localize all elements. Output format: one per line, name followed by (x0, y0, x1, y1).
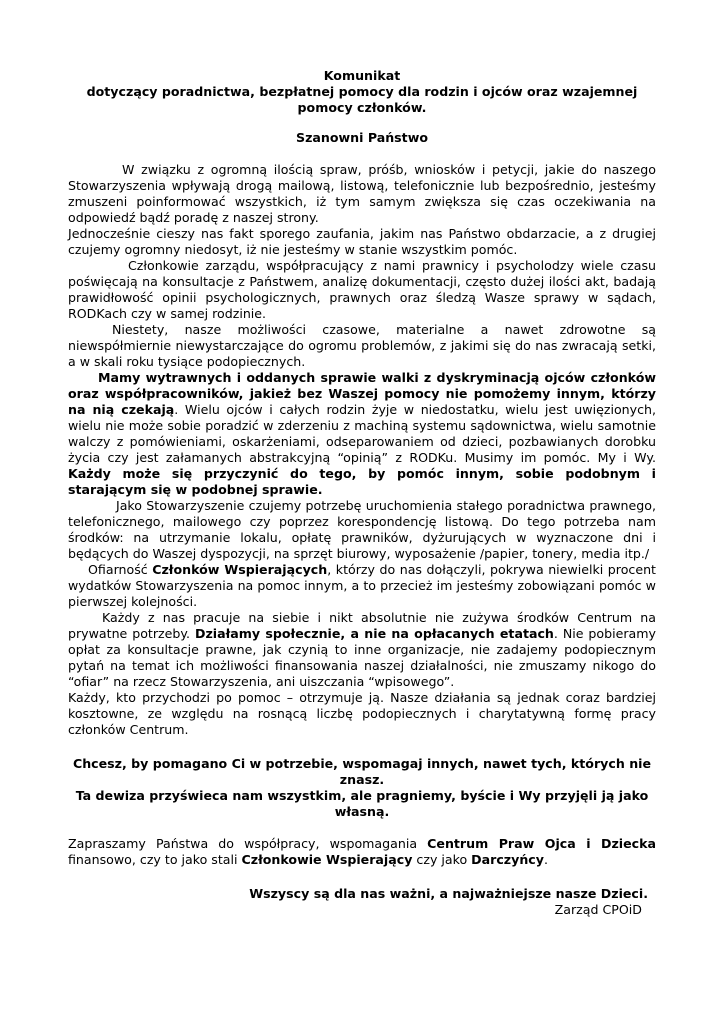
paragraph-6: Jako Stowarzyszenie czujemy potrzebę uruchomienia stałego poradnictwa prawnego, telefonicznego, mailowego czy poprzez korespondencję listową. Do tego potrzeba nam środków: na utrzymanie lokalu, opłatę prawników, dyżurujących w wyznaczone dni i będących do Waszej dyspozycji, na sprzęt biurowy, wyposażenie /papier, tonery, media itp./ (68, 498, 656, 561)
invitation-text-b: finansowo, czy to jako stali (68, 852, 242, 867)
invitation-text-d: . (543, 852, 548, 867)
signature: Zarząd CPOiD (554, 902, 642, 917)
paragraph-8-text-a: Każdy z nas pracuje na siebie i nikt absolutnie nie zużywa środków Centrum na prywatne potrzeby. (68, 610, 656, 641)
invitation-bold-donors: Darczyńcy (471, 852, 544, 867)
invitation-bold-centrum: Centrum Praw Ojca i Dziecka (427, 836, 657, 851)
paragraph-8 (68, 610, 656, 690)
invitation-paragraph (68, 836, 656, 868)
paragraph-5-bold-2: Każdy może się przyczynić do tego, by pomóc innym, sobie podobnym i starającym się w podobnej sprawie. (68, 466, 656, 497)
paragraph-1: W związku z ogromną ilością spraw, próśb, wniosków i petycji, jakie do naszego Stowarzyszenia wpływają drogą mailową, listową, telefonicznie lub bezpośrednio, jesteśmy zmuszeni poinformować wszystkich, iż tym samym zwiększa się czas oczekiwania na odpowiedź bądź poradę z naszej strony. (68, 162, 656, 225)
document-title: Komunikat (323, 68, 401, 83)
paragraph-5-text: . Wielu ojców i całych rodzin żyje w niedostatku, wielu jest uwięzionych, wielu nie może sobie poradzić w zderzeniu z machiną systemu sądownictwa, wielu samotnie walczy z pomówieniami, oskarżeniami, odseparowaniem od dzieci, pozbawianych dorobku życia czy jest załamanych abstrakcyjną “opinią” z RODKu. Musimy im pomóc. My i Wy. (68, 402, 656, 465)
invitation-text-c: czy jako (412, 852, 472, 867)
paragraph-8-text-b: . Nie pobieramy opłat za konsultacje prawne, jak czynią to inne organizacje, nie zadajemy podopiecznym pytań na temat ich możliwości finansowania naszej działalności, nie zmuszamy nikogo do “ofiar” na rzecz Stowarzyszenia, ani uiszczania “wpisowego”. (68, 626, 656, 689)
paragraph-2: Jednocześnie cieszy nas fakt sporego zaufania, jakim nas Państwo obdarzacie, a z drugiej czujemy ogromny niedosyt, iż nie jesteśmy w stanie wszystkim pomóc. (68, 226, 656, 257)
paragraph-7-text-b: , którzy do nas dołączyli, pokrywa niewielki procent wydatków Stowarzyszenia na pomoc innym, a to przecież im jesteśmy zobowiązani pomóc w pierwszej kolejności. (68, 562, 656, 609)
paragraph-4: Niestety, nasze możliwości czasowe, materialne a nawet zdrowotne są niewspółmiernie niewystarczające do ogromu problemów, z jakimi się do nas zwracają setki, a w skali roku tysiące podopiecznych. (68, 322, 656, 369)
paragraph-7 (68, 562, 656, 610)
paragraph-9: Każdy, kto przychodzi po pomoc – otrzymuje ją. Nasze działania są jednak coraz bardziej kosztowne, ze względu na rosnącą liczbę podopiecznych i charytatywną formę pracy członków Centrum. (68, 690, 656, 737)
invitation-text-a: Zapraszamy Państwa do współpracy, wspomagania (68, 836, 428, 851)
paragraph-3: Członkowie zarządu, współpracujący z nami prawnicy i psycholodzy wiele czasu poświęcają na konsultacje z Państwem, analizę dokumentacji, często dużej ilości akt, badają prawidłowość opinii psychologicznych, prawnych oraz śledzą Wasze sprawy w sądach, RODKach czy w samej rodzinie. (68, 258, 656, 321)
closing-line: Wszyscy są dla nas ważni, a najważniejsze nasze Dzieci. (249, 886, 648, 901)
paragraph-7-bold: Członków Wspierających (152, 562, 328, 577)
motto-line-2: Ta dewiza przyświeca nam wszystkim, ale pragniemy, byście i Wy przyjęli ją jako własną. (75, 788, 649, 819)
motto-line-1: Chcesz, by pomagano Ci w potrzebie, wspomagaj innych, nawet tych, których nie znasz. (72, 756, 652, 787)
motto (68, 756, 656, 820)
salutation: Szanowni Państwo (296, 130, 428, 145)
document-subtitle-line1: dotyczący poradnictwa, bezpłatnej pomocy dla rodzin i ojców oraz wzajemnej (86, 84, 638, 99)
invitation-bold-members: Członkowie Wspierający (241, 852, 413, 867)
paragraph-5 (68, 370, 656, 498)
document-header (68, 68, 656, 116)
document-subtitle-line2: pomocy członków. (297, 100, 427, 115)
paragraph-7-text-a: Ofiarność (88, 562, 153, 577)
paragraph-8-bold: Działamy społecznie, a nie na opłacanych etatach (194, 626, 554, 641)
paragraph-5-bold-1: Mamy wytrawnych i oddanych sprawie walki z dyskryminacją ojców członków oraz współpracowników, jakież bez Waszej pomocy nie pomożemy innym, którzy na nią czekają (68, 370, 656, 417)
